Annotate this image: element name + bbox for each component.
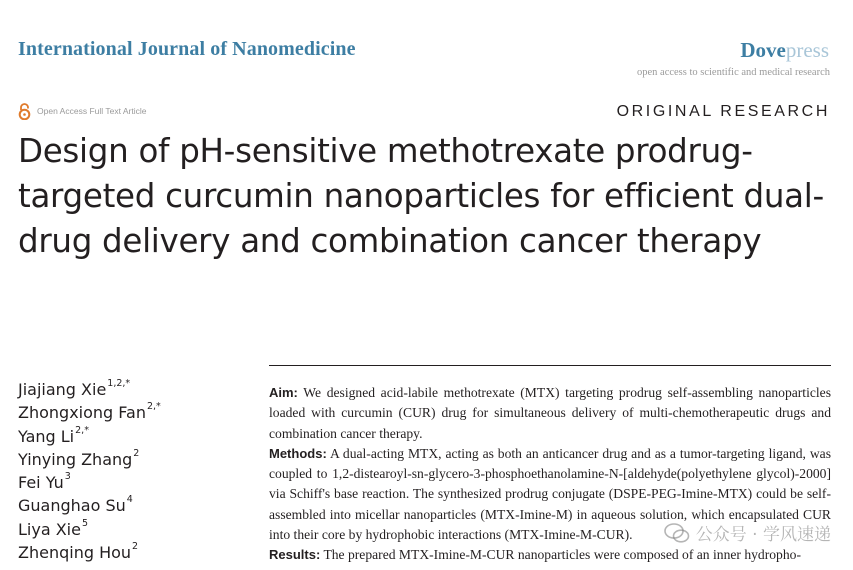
watermark — [664, 520, 831, 545]
author — [18, 425, 161, 448]
publisher-name-part1: Dove — [740, 38, 786, 62]
open-access-label: Open Access Full Text Article — [37, 106, 147, 116]
article-title — [18, 129, 838, 264]
results-heading: Results: — [269, 547, 321, 563]
author-affiliation: 2 — [132, 541, 139, 553]
author-affiliation: 2,* — [146, 401, 161, 413]
author-name: Jiajiang Xie — [18, 380, 107, 399]
author-affiliation: 2 — [133, 447, 140, 459]
author — [18, 518, 161, 541]
author — [18, 471, 161, 494]
publisher-name-part2: press — [785, 38, 829, 62]
author-name: Guanghao Su — [18, 496, 126, 516]
methods-text: A dual-acting MTX, acting as both an anticancer drug and as a tumor-targeting ligand, was coupled to 1,2-distearoyl-sn-glycero-3-phosphoethanolamine-N-[aldehyde(polyethylene glycol)-2000] via Schiff's base reaction. The synthesized prodrug conjugate (DSPE-PEG-Imine-MTX) could be self-assembled into micellar nanoparticles (MTX-Imine-M) in aqueous solution, which encapsulated CUR into their core by hydrophobic interactions (MTX-Imine-M-CUR). — [269, 445, 831, 543]
author-name: Liya Xie — [18, 519, 81, 539]
author-name: Yang Li — [18, 426, 75, 446]
article-type: ORIGINAL RESEARCH — [616, 103, 830, 120]
author-affiliation: 1,2,* — [107, 378, 131, 389]
author — [18, 401, 161, 424]
methods-heading: Methods: — [269, 445, 327, 461]
open-access-badge — [18, 103, 146, 119]
journal-name: International Journal of Nanomedicine — [18, 38, 356, 60]
author-name: Fei Yu — [18, 473, 64, 493]
author-name: Zhenqing Hou — [18, 543, 132, 563]
author-affiliation: 4 — [126, 494, 133, 506]
publisher-tagline: open access to scientific and medical research — [637, 67, 830, 78]
wechat-icon — [664, 523, 690, 543]
title-line: drug delivery and combination cancer therapy — [18, 222, 762, 260]
author-name: Yinying Zhang — [18, 449, 133, 469]
author — [18, 494, 161, 517]
abstract-aim — [269, 383, 831, 444]
author-affiliation: 2,* — [75, 424, 89, 436]
title-line: Design of pH-sensitive methotrexate prodrug- — [18, 132, 753, 170]
aim-heading: Aim: — [269, 385, 298, 400]
author-name: Zhongxiong Fan — [18, 403, 146, 423]
publisher-logo — [740, 38, 829, 63]
author-affiliation: 5 — [81, 517, 89, 529]
author — [18, 541, 161, 564]
open-access-lock-icon — [18, 103, 31, 120]
author-list — [18, 378, 161, 564]
abstract-results — [269, 545, 831, 565]
title-line: targeted curcumin nanoparticles for efficient dual- — [18, 177, 824, 215]
author — [18, 378, 161, 401]
author-affiliation: 3 — [64, 471, 71, 483]
author — [18, 448, 161, 471]
abstract-divider — [269, 365, 831, 366]
results-text: The prepared MTX-Imine-M-CUR nanoparticles were composed of an inner hydropho- — [323, 547, 801, 563]
watermark-text: 公众号 · 学风速递 — [695, 525, 831, 545]
aim-text: We designed acid-labile methotrexate (MTX) targeting prodrug self-assembling nanoparticles loaded with curcumin (CUR) drug for simultaneous delivery of multi-chemotherapeutic drugs and combination cancer therapy. — [269, 385, 831, 441]
